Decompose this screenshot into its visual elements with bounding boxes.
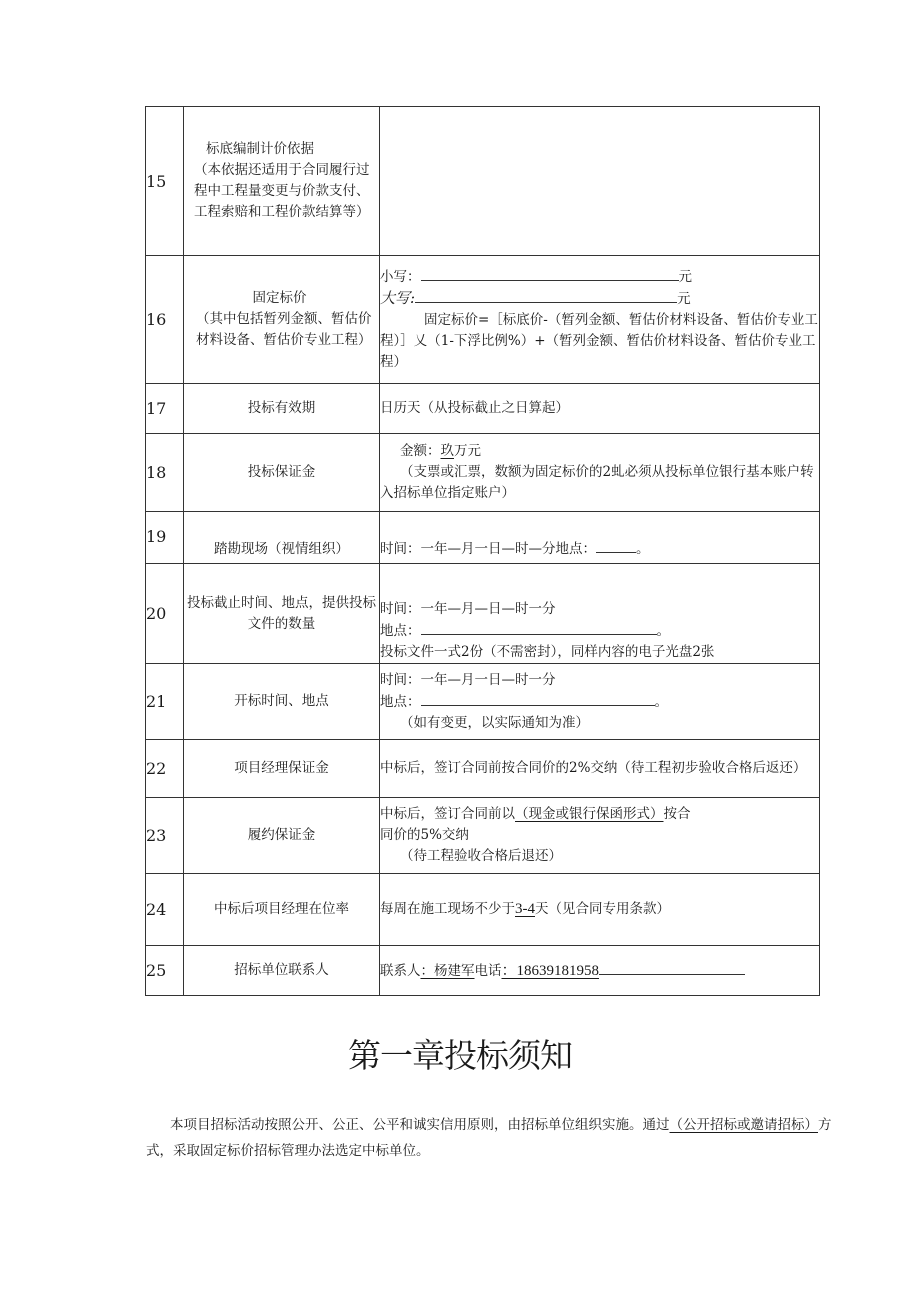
contact-name: ：杨建军: [420, 962, 475, 979]
paragraph-pre: 本项目招标活动按照公开、公正、公平和诚实信用原则，由招标单位组织实施。通过: [170, 1117, 670, 1133]
row-number: 17: [146, 384, 184, 434]
presence-pre: 每周在施工现场不少于: [380, 901, 515, 917]
table-row: [146, 874, 820, 946]
copies-line: 投标文件一式2份（不需密封），同样内容的电子光盘2张: [380, 644, 715, 660]
row-number: 25: [146, 946, 184, 996]
lower-amount-label: 小写：: [380, 269, 421, 285]
row-number: 15: [146, 107, 184, 256]
table-row: [146, 256, 820, 384]
table-row: [146, 107, 820, 256]
lower-amount-line: [380, 266, 819, 288]
row-number: 24: [146, 874, 184, 946]
amount-label: 金额：: [400, 443, 441, 459]
item-title: 投标截止时间、地点，提供投标文件的数量: [184, 564, 380, 664]
paragraph-post: 方式，采取固定标价招标管理办法选定中标单位。: [146, 1117, 832, 1159]
unit-label: 元: [678, 269, 692, 285]
table-row: [146, 798, 820, 874]
item-title: 开标时间、地点: [184, 664, 380, 740]
row-number: 16: [146, 256, 184, 384]
place-blank: [421, 691, 655, 706]
line-end: 。: [654, 693, 668, 710]
item-title: 固定标价: [252, 290, 307, 306]
line-end: 。: [636, 541, 650, 557]
deposit-pre: 中标后，签订合同前以: [380, 806, 515, 822]
deposit-return: （待工程验收合格后退还）: [400, 848, 562, 864]
amount-unit: 万元: [454, 443, 481, 459]
row-number: 21: [146, 664, 184, 740]
row-number: 19: [146, 512, 184, 564]
deposit-form: （现金或银行保函形式）: [515, 806, 664, 822]
place-blank: [596, 538, 636, 553]
item-content: 日历天（从投标截止之日算起）: [380, 384, 820, 434]
change-note: （如有变更，以实际通知为准）: [400, 714, 589, 731]
amount-line: [380, 441, 819, 462]
table-row: [146, 384, 820, 434]
item-title: 投标有效期: [184, 384, 380, 434]
table-row: [146, 512, 820, 564]
deposit-line: [380, 804, 819, 825]
place-line: [380, 620, 819, 642]
item-title: 项目经理保证金: [184, 740, 380, 798]
row-number: 22: [146, 740, 184, 798]
amount-value: 玖: [440, 443, 454, 459]
bid-info-table: [145, 106, 820, 996]
bidding-method: （公开招标或邀请招标）: [669, 1117, 818, 1133]
lower-amount-blank: [421, 266, 679, 281]
unit-label: 元: [677, 291, 691, 307]
item-title: 踏勘现场（视情组织）: [184, 512, 380, 564]
contact-label: 联系人: [380, 962, 421, 979]
item-title: 履约保证金: [184, 798, 380, 874]
intro-paragraph: [146, 1112, 840, 1164]
item-content: （支票或汇票，数额为固定标价的2虬必须从投标单位银行基本账户转入招标单位指定账户）: [380, 464, 814, 501]
table-row: [146, 564, 820, 664]
upper-amount-label: 大写:: [380, 289, 416, 307]
place-line: [380, 691, 819, 713]
phone-number: ：18639181958: [501, 962, 600, 979]
deposit-post: 按合: [663, 806, 691, 822]
item-note: （其中包括暂列金额、暂估价材料设备、暂估价专业工程）: [196, 311, 372, 348]
chapter-title: 第一章投标须知: [348, 1036, 572, 1075]
time-line: 时间：一年—月一日—时一分: [380, 671, 556, 688]
table-row: [146, 946, 820, 996]
item-title: 投标保证金: [184, 434, 380, 512]
table-row: [146, 434, 820, 512]
deposit-rate: 同价的5%交纳: [380, 827, 469, 843]
item-title: 标底编制计价依据: [206, 141, 314, 157]
item-content: 时间：一年—月一日—时—分地点：: [380, 541, 596, 557]
price-formula: 固定标价=［标底价-（暂列金额、暂估价材料设备、暂估价专业工程）］乂（1-下浮比例%）+（暂列金额、暂估价材料设备、暂估价专业工程）: [380, 312, 818, 370]
row-number: 18: [146, 434, 184, 512]
row-number: 23: [146, 798, 184, 874]
table-row: [146, 740, 820, 798]
item-content: [380, 107, 820, 256]
upper-amount-line: [380, 288, 819, 310]
upper-amount-blank: [415, 288, 677, 303]
item-note: （本依据还适用于合同履行过程中工程量变更与价款支付、工程索赔和工程价款结算等）: [194, 162, 370, 220]
place-label: 地点：: [380, 623, 421, 639]
time-line: 时间：一年—月—日—时一分: [380, 601, 556, 617]
place-blank: [421, 620, 657, 635]
table-row: [146, 664, 820, 740]
item-content: 中标后，签订合同前按合同价的2%交纳（待工程初步验收合格后返还）: [380, 740, 820, 798]
item-title: 中标后项目经理在位率: [184, 874, 380, 946]
item-title: 招标单位联系人: [184, 946, 380, 996]
phone-blank: [599, 960, 745, 975]
place-label: 地点：: [380, 693, 421, 710]
phone-label: 电话: [474, 962, 502, 979]
line-end: 。: [656, 623, 670, 639]
presence-post: 天（见合同专用条款）: [535, 901, 670, 917]
row-number: 20: [146, 564, 184, 664]
presence-days: 3-4: [515, 901, 535, 917]
